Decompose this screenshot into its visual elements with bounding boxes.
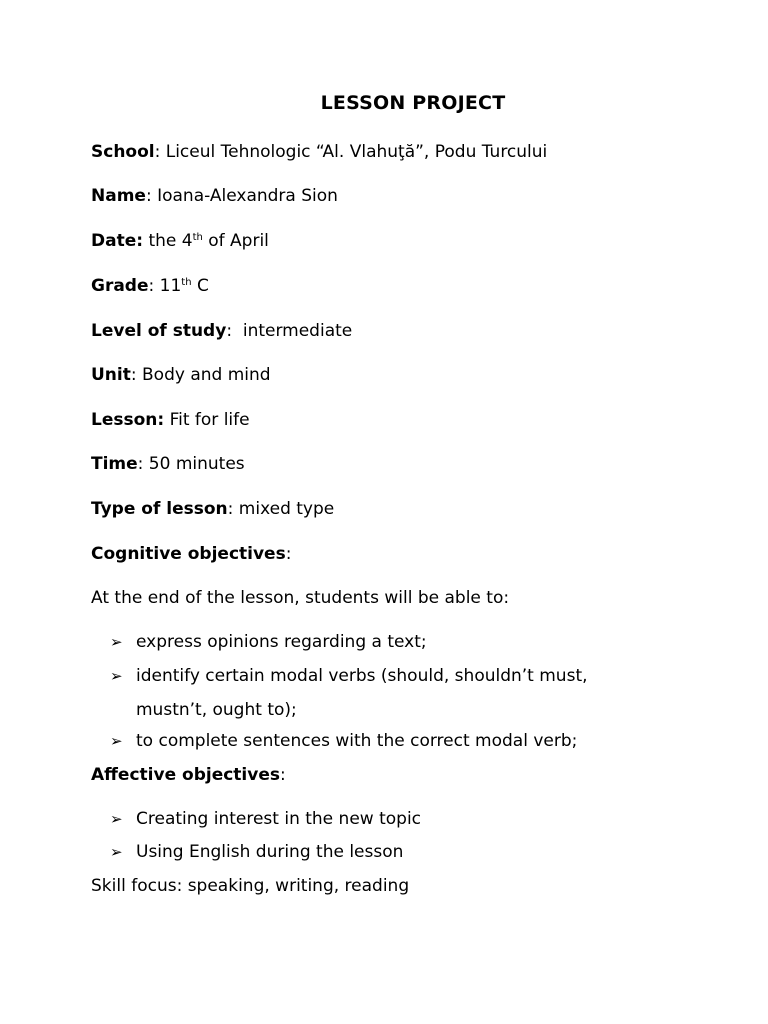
time-value: : 50 minutes [137,454,245,474]
unit-label: Unit [91,365,131,385]
grade-line [91,275,209,297]
lesson-label: Lesson: [91,410,165,430]
arrow-bullet-icon: ➢ [110,843,123,861]
affective-label: Affective objectives [91,765,280,785]
unit-value: : Body and mind [130,365,271,385]
type-line [91,498,334,520]
level-label: Level of study [91,321,227,341]
level-line [91,320,352,342]
date-line [91,230,269,252]
list-item [110,841,403,863]
list-item [110,665,588,687]
school-value: : Liceul Tehnologic “Al. Vlahuţă”, Podu Turcului [154,142,548,162]
page-title: LESSON PROJECT [320,92,506,114]
list-item [110,808,421,830]
cognitive-colon: : [285,544,292,564]
list-item-text: Creating interest in the new topic [136,809,422,829]
school-label: School [91,142,155,162]
list-item-continuation: mustn’t, ought to); [136,700,297,720]
date-label: Date: [91,231,144,251]
grade-value-pre: : 11 [148,276,182,296]
list-item-text: to complete sentences with the correct modal verb; [136,731,578,751]
lesson-value: Fit for life [164,410,250,430]
list-item-text: identify certain modal verbs (should, shouldn’t must, [136,666,588,686]
list-item-text: express opinions regarding a text; [136,632,427,652]
date-value-post: of April [202,231,269,251]
date-superscript: th [192,232,203,243]
list-item [110,631,427,653]
grade-superscript: th [181,277,192,288]
name-value: : Ioana-Alexandra Sion [145,186,338,206]
arrow-bullet-icon: ➢ [110,732,123,750]
time-label: Time [91,454,138,474]
affective-colon: : [279,765,286,785]
arrow-bullet-icon: ➢ [110,810,123,828]
arrow-bullet-icon: ➢ [110,633,123,651]
name-label: Name [91,186,146,206]
type-value: : mixed type [227,499,335,519]
grade-value-post: C [191,276,209,296]
list-item-text: Using English during the lesson [136,842,404,862]
school-line [91,141,547,163]
intro-line: At the end of the lesson, students will be able to: [91,588,510,608]
arrow-bullet-icon: ➢ [110,667,123,685]
time-line [91,453,245,475]
cognitive-objectives-heading [91,543,291,565]
level-value: : intermediate [226,321,353,341]
type-label: Type of lesson [91,499,228,519]
name-line [91,185,338,207]
list-item [110,730,577,752]
grade-label: Grade [91,276,149,296]
unit-line [91,364,271,386]
skill-focus-line: Skill focus: speaking, writing, reading [91,876,410,896]
date-value-pre: the 4 [143,231,193,251]
lesson-line [91,409,250,431]
affective-objectives-heading [91,764,286,786]
cognitive-label: Cognitive objectives [91,544,286,564]
